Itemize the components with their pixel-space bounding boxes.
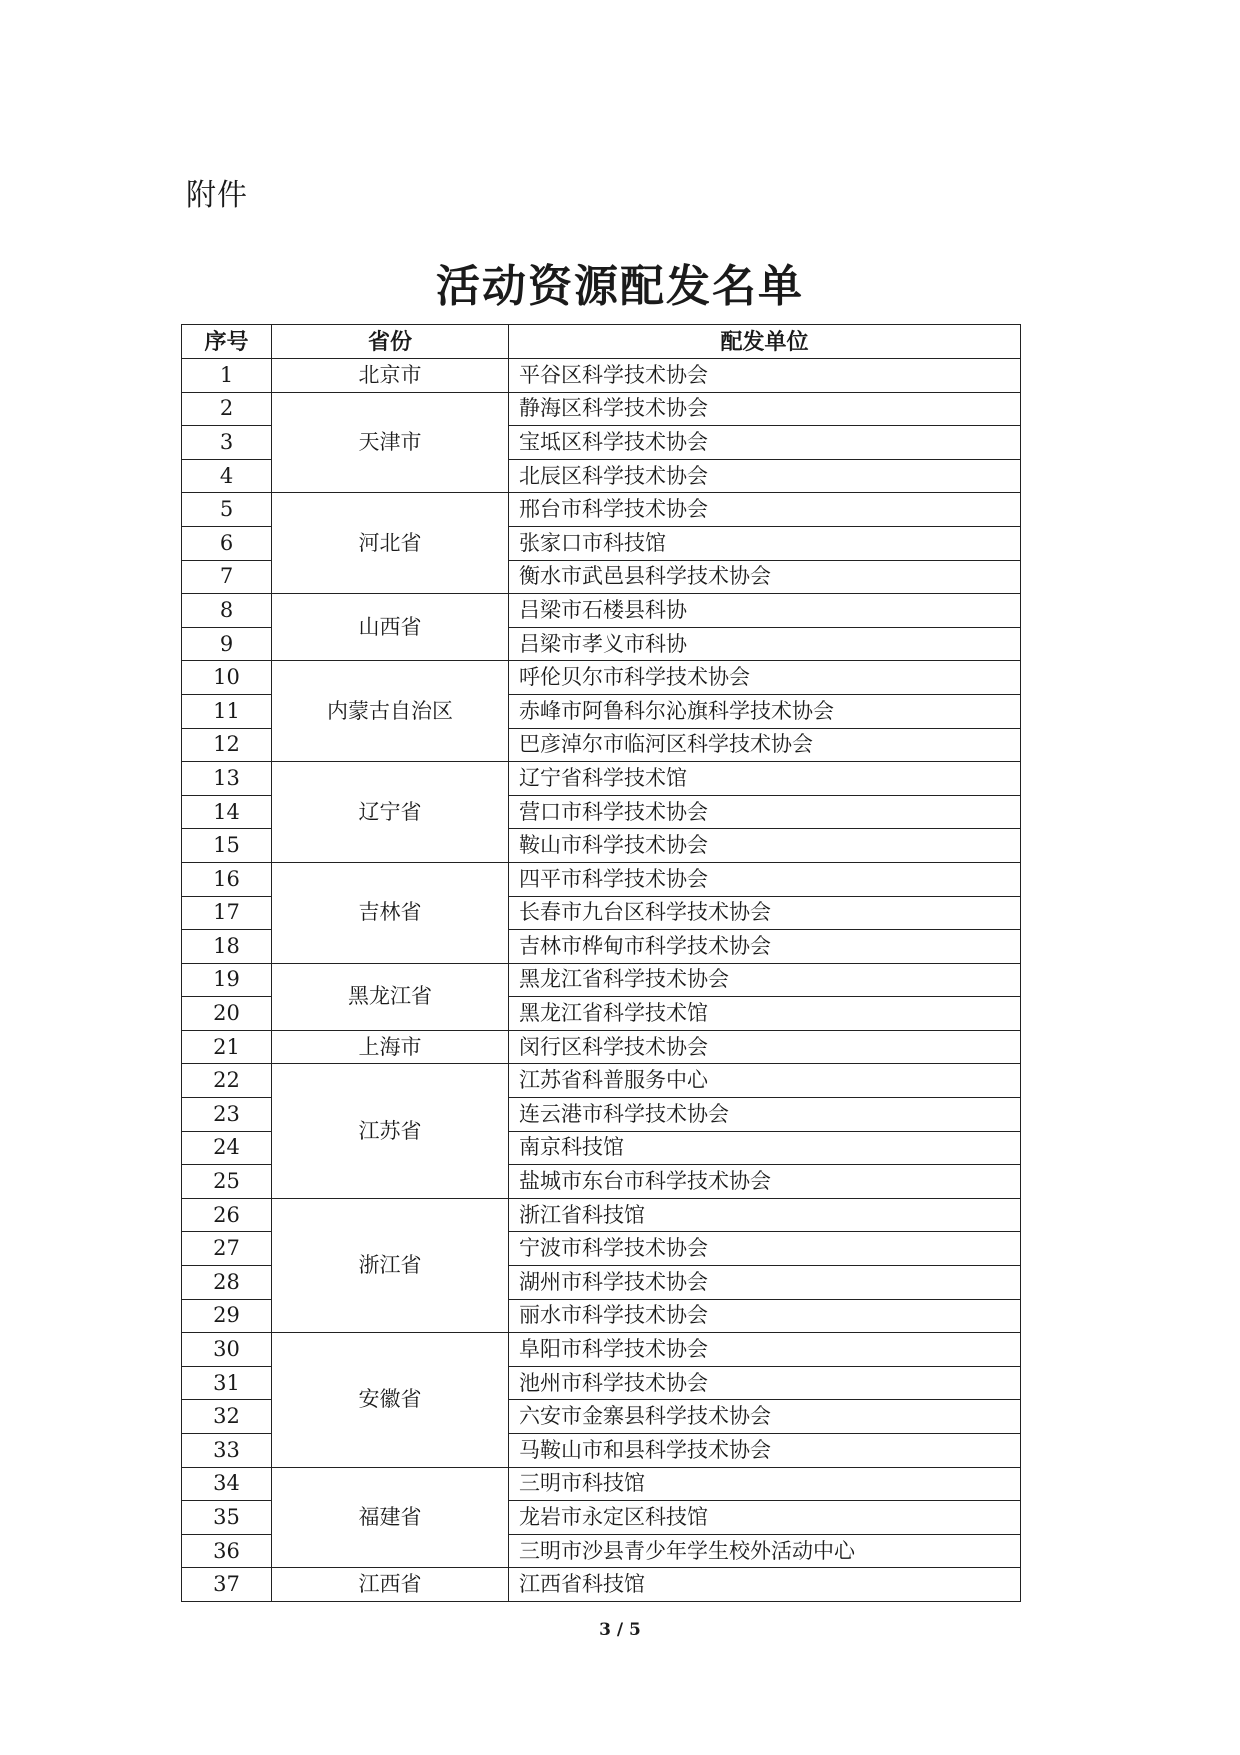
row-number: 34 [182,1467,272,1501]
row-number: 29 [182,1299,272,1333]
row-number: 10 [182,661,272,695]
table-row [182,359,1021,393]
table-row [182,1064,1021,1098]
row-number: 27 [182,1232,272,1266]
unit-cell: 静海区科学技术协会 [509,392,1021,426]
row-number: 21 [182,1030,272,1064]
unit-cell: 闵行区科学技术协会 [509,1030,1021,1064]
row-number: 11 [182,694,272,728]
table-row [182,1333,1021,1367]
unit-cell: 湖州市科学技术协会 [509,1266,1021,1300]
attachment-label: 附件 [186,178,248,213]
row-number: 3 [182,426,272,460]
unit-cell: 辽宁省科学技术馆 [509,762,1021,796]
table-row [182,1030,1021,1064]
unit-cell: 鞍山市科学技术协会 [509,829,1021,863]
row-number: 7 [182,560,272,594]
unit-cell: 宝坻区科学技术协会 [509,426,1021,460]
unit-cell: 浙江省科技馆 [509,1198,1021,1232]
row-number: 35 [182,1501,272,1535]
unit-cell: 南京科技馆 [509,1131,1021,1165]
unit-cell: 江西省科技馆 [509,1568,1021,1602]
province-cell: 江苏省 [272,1064,509,1198]
unit-cell: 六安市金寨县科学技术协会 [509,1400,1021,1434]
distribution-table [181,324,1021,1602]
unit-cell: 黑龙江省科学技术馆 [509,997,1021,1031]
unit-cell: 盐城市东台市科学技术协会 [509,1165,1021,1199]
unit-cell: 北辰区科学技术协会 [509,459,1021,493]
unit-cell: 三明市沙县青少年学生校外活动中心 [509,1534,1021,1568]
unit-cell: 宁波市科学技术协会 [509,1232,1021,1266]
document-title: 活动资源配发名单 [436,261,804,312]
table-row [182,762,1021,796]
row-number: 32 [182,1400,272,1434]
unit-cell: 平谷区科学技术协会 [509,359,1021,393]
province-cell: 河北省 [272,493,509,594]
row-number: 17 [182,896,272,930]
table-body [182,359,1021,1602]
unit-cell: 吕梁市石楼县科协 [509,594,1021,628]
province-cell: 内蒙古自治区 [272,661,509,762]
province-cell: 浙江省 [272,1198,509,1332]
row-number: 37 [182,1568,272,1602]
table-row [182,1198,1021,1232]
table-header [182,325,1021,359]
table-row [182,493,1021,527]
row-number: 14 [182,795,272,829]
unit-cell: 江苏省科普服务中心 [509,1064,1021,1098]
table-row [182,392,1021,426]
province-cell: 山西省 [272,594,509,661]
province-cell: 吉林省 [272,862,509,963]
unit-cell: 营口市科学技术协会 [509,795,1021,829]
row-number: 8 [182,594,272,628]
province-cell: 天津市 [272,392,509,493]
header-row [182,325,1021,359]
unit-cell: 衡水市武邑县科学技术协会 [509,560,1021,594]
column-header-province: 省份 [272,325,509,359]
unit-cell: 阜阳市科学技术协会 [509,1333,1021,1367]
row-number: 1 [182,359,272,393]
province-cell: 上海市 [272,1030,509,1064]
row-number: 23 [182,1098,272,1132]
unit-cell: 张家口市科技馆 [509,526,1021,560]
unit-cell: 四平市科学技术协会 [509,862,1021,896]
row-number: 36 [182,1534,272,1568]
row-number: 15 [182,829,272,863]
unit-cell: 黑龙江省科学技术协会 [509,963,1021,997]
province-cell: 安徽省 [272,1333,509,1467]
table-row [182,1467,1021,1501]
unit-cell: 吕梁市孝义市科协 [509,627,1021,661]
row-number: 13 [182,762,272,796]
row-number: 20 [182,997,272,1031]
unit-cell: 吉林市桦甸市科学技术协会 [509,930,1021,964]
table-row [182,862,1021,896]
row-number: 5 [182,493,272,527]
row-number: 19 [182,963,272,997]
row-number: 9 [182,627,272,661]
table-row [182,661,1021,695]
table-row [182,594,1021,628]
unit-cell: 长春市九台区科学技术协会 [509,896,1021,930]
province-cell: 江西省 [272,1568,509,1602]
unit-cell: 呼伦贝尔市科学技术协会 [509,661,1021,695]
column-header-unit: 配发单位 [509,325,1021,359]
row-number: 26 [182,1198,272,1232]
table-row [182,1568,1021,1602]
unit-cell: 池州市科学技术协会 [509,1366,1021,1400]
column-header-number: 序号 [182,325,272,359]
table-row [182,963,1021,997]
unit-cell: 邢台市科学技术协会 [509,493,1021,527]
row-number: 18 [182,930,272,964]
province-cell: 北京市 [272,359,509,393]
row-number: 28 [182,1266,272,1300]
page-number: 3 / 5 [599,1620,641,1640]
row-number: 2 [182,392,272,426]
unit-cell: 巴彦淖尔市临河区科学技术协会 [509,728,1021,762]
row-number: 22 [182,1064,272,1098]
unit-cell: 连云港市科学技术协会 [509,1098,1021,1132]
unit-cell: 丽水市科学技术协会 [509,1299,1021,1333]
row-number: 25 [182,1165,272,1199]
province-cell: 黑龙江省 [272,963,509,1030]
unit-cell: 三明市科技馆 [509,1467,1021,1501]
unit-cell: 马鞍山市和县科学技术协会 [509,1434,1021,1468]
row-number: 16 [182,862,272,896]
row-number: 31 [182,1366,272,1400]
row-number: 12 [182,728,272,762]
row-number: 33 [182,1434,272,1468]
province-cell: 辽宁省 [272,762,509,863]
row-number: 24 [182,1131,272,1165]
row-number: 6 [182,526,272,560]
unit-cell: 龙岩市永定区科技馆 [509,1501,1021,1535]
row-number: 4 [182,459,272,493]
province-cell: 福建省 [272,1467,509,1568]
row-number: 30 [182,1333,272,1367]
unit-cell: 赤峰市阿鲁科尔沁旗科学技术协会 [509,694,1021,728]
